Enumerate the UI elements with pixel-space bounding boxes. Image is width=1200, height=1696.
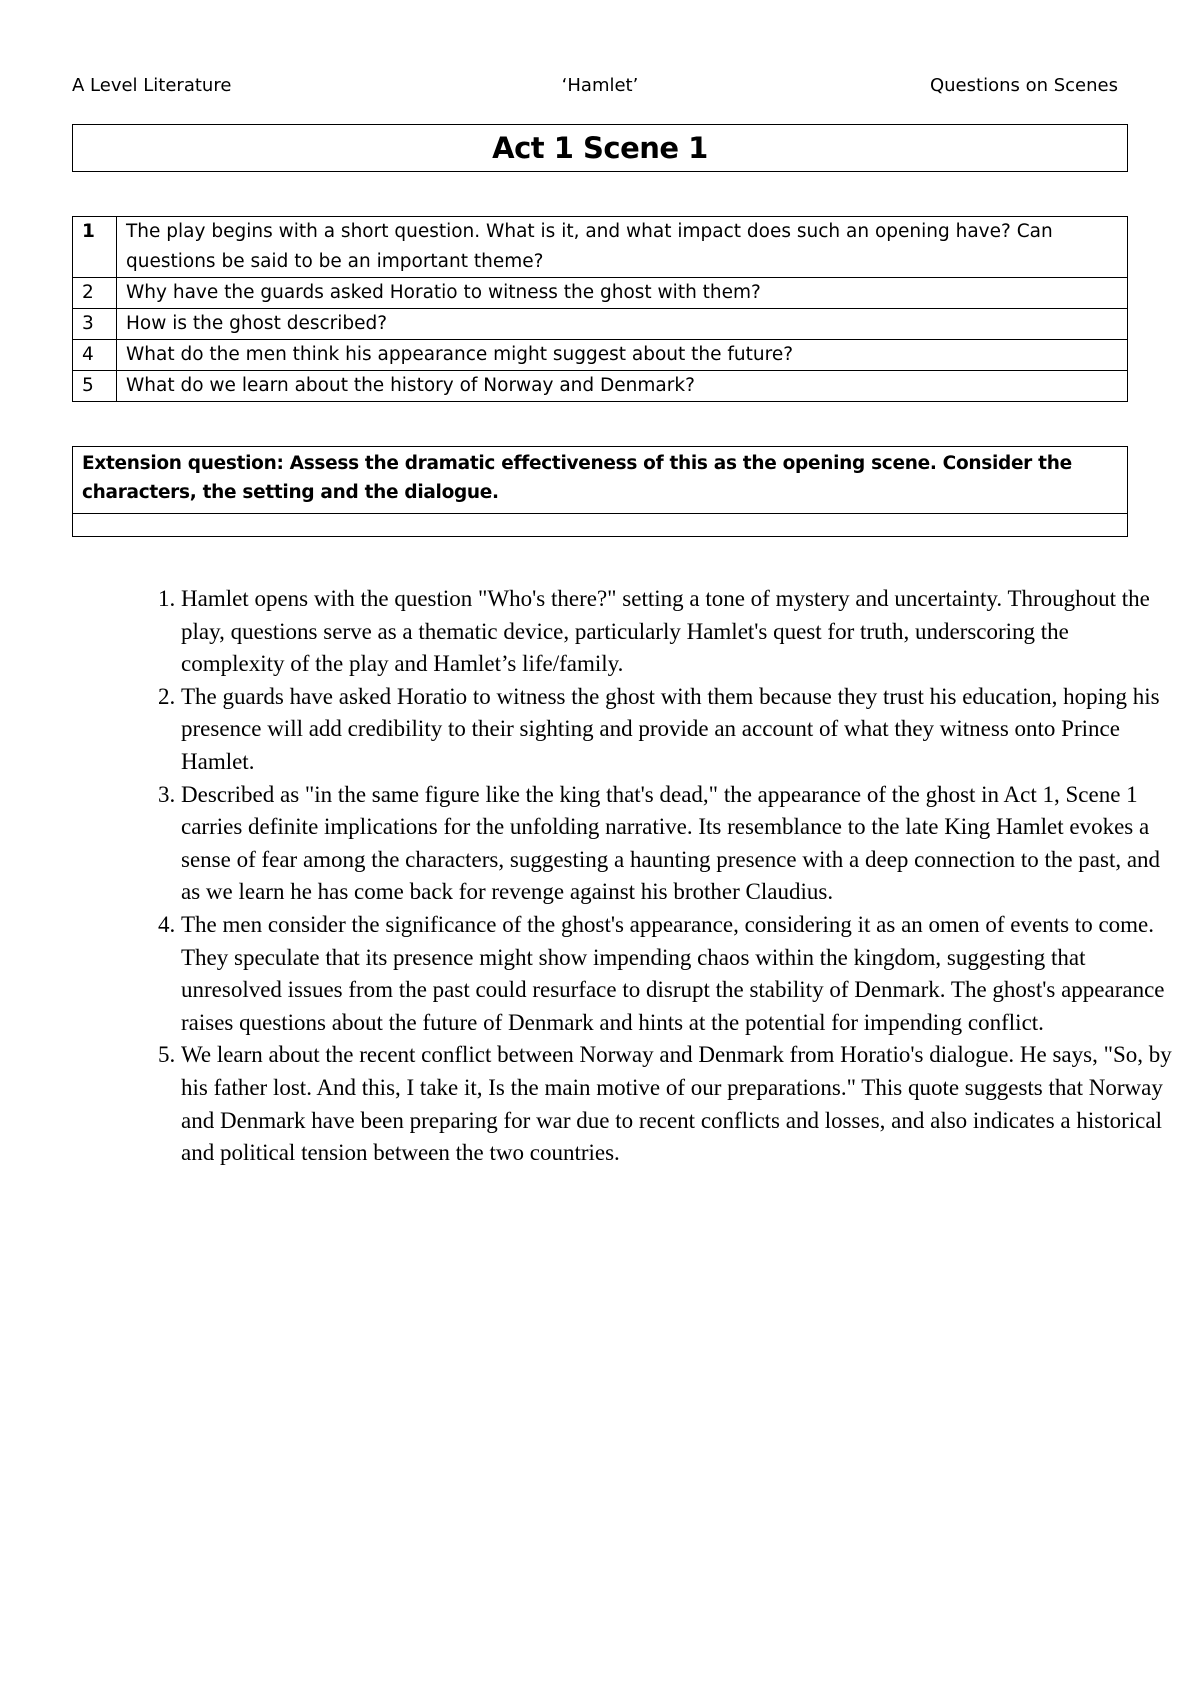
- question-number: 1: [73, 217, 117, 278]
- question-text: The play begins with a short question. What is it, and what impact does such an opening have? Can questions be said to be an important theme?: [117, 217, 1128, 278]
- question-number: 2: [73, 278, 117, 309]
- question-text: What do we learn about the history of Norway and Denmark?: [117, 371, 1128, 402]
- questions-table: [72, 216, 1128, 402]
- question-row: [73, 217, 1128, 278]
- question-text: Why have the guards asked Horatio to witness the ghost with them?: [117, 278, 1128, 309]
- scene-title-box: [72, 124, 1128, 172]
- question-row: [73, 309, 1128, 340]
- question-row: [73, 340, 1128, 371]
- answer-item: 4. The men consider the significance of the ghost's appearance, considering it as an omen of events to come. They speculate that its presence might show impending chaos within the kingdom, suggesting that unresolved issues from the past could resurface to disrupt the stability of Denmark. The ghost's appearance raises questions about the future of Denmark and hints at the potential for impending conflict.: [181, 909, 1176, 1039]
- header-play-title: ‘Hamlet’: [561, 75, 639, 96]
- scene-title: Act 1 Scene 1: [492, 131, 708, 165]
- question-row: [73, 371, 1128, 402]
- question-text: How is the ghost described?: [117, 309, 1128, 340]
- question-number: 3: [73, 309, 117, 340]
- header-section: Questions on Scenes: [929, 75, 1118, 96]
- extension-answer-cell: [73, 514, 1128, 537]
- answers-list: [137, 583, 1176, 1170]
- answer-item: 1. Hamlet opens with the question "Who's there?" setting a tone of mystery and uncertainty. Throughout the play, questions serve as a thematic device, particularly Hamlet's quest for truth, underscoring the complexity of the play and Hamlet’s life/family.: [181, 583, 1176, 681]
- question-row: [73, 278, 1128, 309]
- answer-item: 2. The guards have asked Horatio to witness the ghost with them because they trust his education, hoping his presence will add credibility to their sighting and provide an account of what they witness onto Prince Hamlet.: [181, 681, 1176, 779]
- extension-answer-row: [73, 514, 1128, 537]
- question-number: 5: [73, 371, 117, 402]
- extension-table: [72, 446, 1128, 537]
- question-number: 4: [73, 340, 117, 371]
- extension-row: [73, 447, 1128, 514]
- answer-item: 5. We learn about the recent conflict between Norway and Denmark from Horatio's dialogue. He says, "So, by his father lost. And this, I take it, Is the main motive of our preparations." This quote suggests that Norway and Denmark have been preparing for war due to recent conflicts and losses, and also indicates a historical and political tension between the two countries.: [181, 1039, 1176, 1169]
- question-text: What do the men think his appearance might suggest about the future?: [117, 340, 1128, 371]
- header-course: A Level Literature: [72, 75, 232, 96]
- answer-item: 3. Described as "in the same figure like the king that's dead," the appearance of the ghost in Act 1, Scene 1 carries definite implications for the unfolding narrative. Its resemblance to the late King Hamlet evokes a sense of fear among the characters, suggesting a haunting presence with a deep connection to the past, and as we learn he has come back for revenge against his brother Claudius.: [181, 779, 1176, 909]
- extension-question: Extension question: Assess the dramatic effectiveness of this as the opening scene. Consider the characters, the setting and the dialogue.: [73, 447, 1128, 514]
